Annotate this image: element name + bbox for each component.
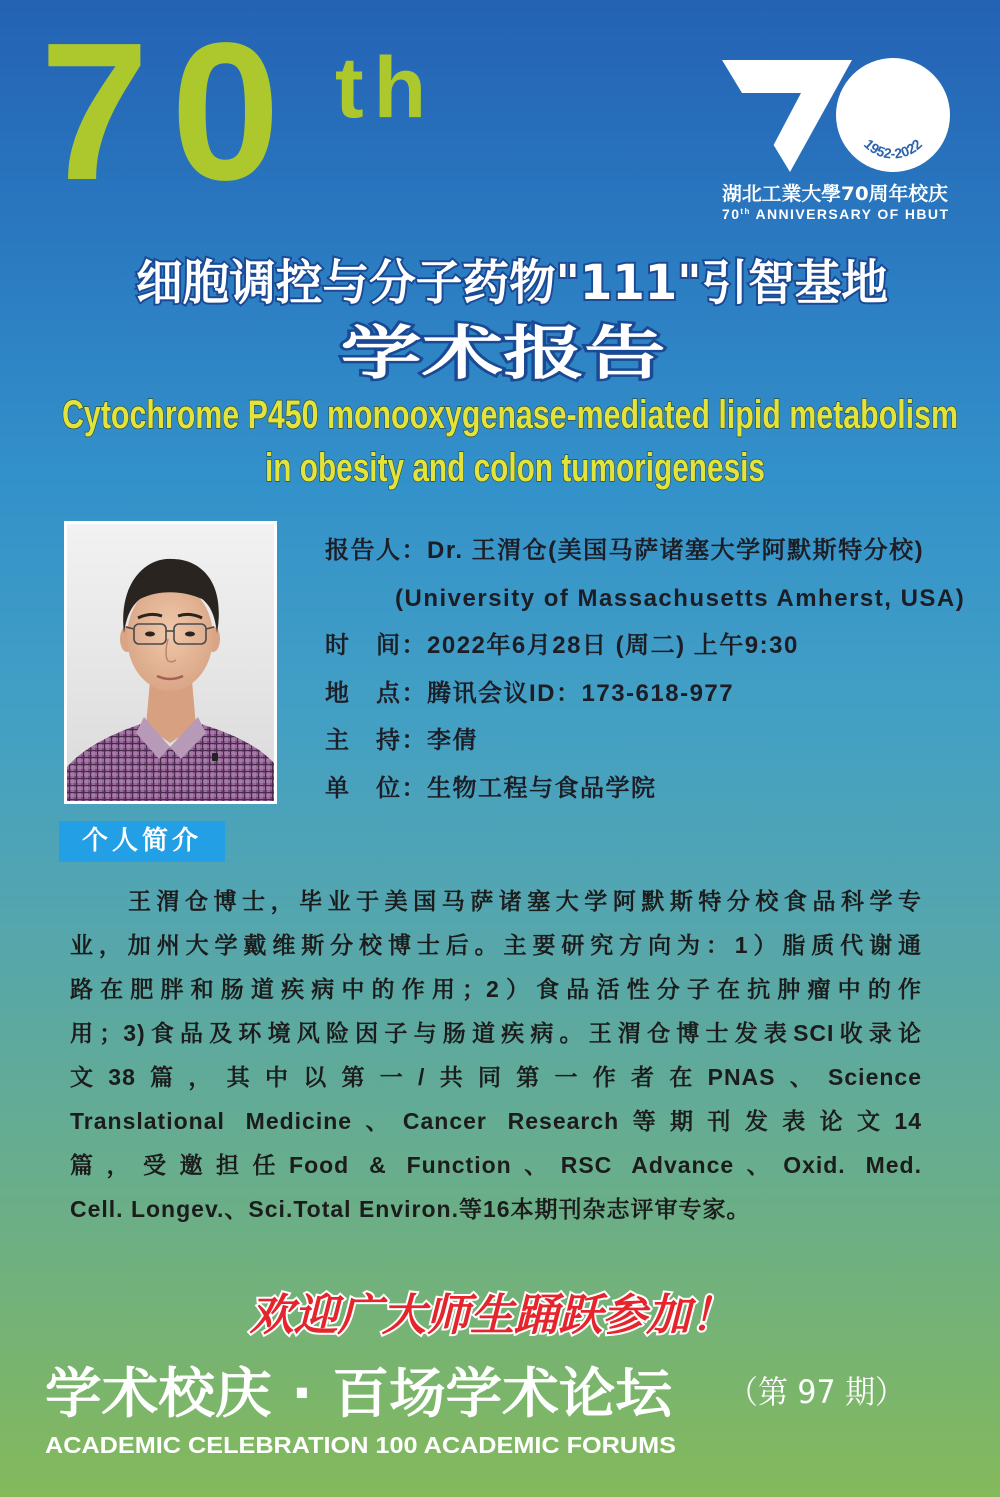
title-block bbox=[0, 240, 1000, 500]
bio-line: Translational Medicine、Cancer Research等期刊发表论文14 bbox=[70, 1108, 922, 1134]
logo-school-name: 湖北工業大學 70周年校庆 bbox=[722, 183, 944, 205]
info-row-speaker bbox=[325, 527, 965, 575]
bio-line: 业，加州大学戴维斯分校博士后。主要研究方向为：1）脂质代谢通 bbox=[70, 932, 922, 958]
hbut-70th-logo bbox=[715, 50, 955, 225]
base-title: 细胞调控与分子药物"111"引智基地 bbox=[136, 255, 888, 311]
english-title-line-1: Cytochrome P450 monooxygenase-mediated lipid metabolism bbox=[62, 393, 958, 437]
info-label-host: 主 持： bbox=[325, 727, 427, 754]
bio-line: 王渭仓博士，毕业于美国马萨诸塞大学阿默斯特分校食品科学专 bbox=[128, 888, 922, 914]
welcome-block bbox=[0, 1275, 1000, 1350]
info-value-affiliation: (University of Massachusetts Amherst, USA) bbox=[395, 584, 966, 612]
lecture-info bbox=[325, 527, 965, 812]
logo-english-name: 70th ANNIVERSARY OF HBUT bbox=[722, 206, 948, 222]
anniversary-number: 70 bbox=[40, 2, 303, 221]
info-label-time: 时 间： bbox=[325, 632, 427, 659]
forum-title-cn: 学术校庆 · 百场学术论坛 bbox=[45, 1362, 674, 1425]
bio-line: 路在肥胖和肠道疾病中的作用；2）食品活性分子在抗肿瘤中的作 bbox=[70, 976, 922, 1002]
bio-heading-badge: 个人简介 bbox=[59, 821, 225, 862]
forum-footer bbox=[0, 1355, 1000, 1470]
info-value-time: 2022年6月28日 (周二) 上午9:30 bbox=[427, 632, 799, 659]
anniversary-suffix: th bbox=[335, 40, 437, 136]
info-value-host: 李倩 bbox=[427, 727, 478, 754]
welcome-text: 欢迎广大师生踊跃参加！ bbox=[249, 1290, 735, 1341]
forum-issue: （第 97 期） bbox=[728, 1373, 905, 1411]
info-label-unit: 单 位： bbox=[325, 774, 427, 802]
info-label-speaker: 报告人： bbox=[325, 537, 427, 564]
bio-paragraph bbox=[70, 879, 922, 1231]
info-value-speaker: Dr. 王渭仓(美国马萨诸塞大学阿默斯特分校) bbox=[427, 537, 925, 564]
bio-line: 篇，受邀担任Food & Function、RSC Advance、Oxid. Med. bbox=[70, 1152, 922, 1178]
info-row-host bbox=[325, 717, 965, 765]
bio-line: Cell. Longev.、Sci.Total Environ.等16本期刊杂志评审专家。 bbox=[70, 1196, 751, 1222]
logo-seven-shape bbox=[722, 60, 852, 172]
forum-title-en: ACADEMIC CELEBRATION 100 ACADEMIC FORUMS bbox=[45, 1432, 676, 1458]
report-title: 学术报告 bbox=[340, 319, 666, 387]
info-value-location: 腾讯会议ID：173-618-977 bbox=[427, 679, 735, 707]
logo-years: 1952-2022 bbox=[860, 135, 926, 162]
info-value-unit: 生物工程与食品学院 bbox=[427, 774, 657, 802]
info-row-location bbox=[325, 670, 965, 718]
bio-line: 文38篇，其中以第一/共同第一作者在PNAS、Science bbox=[70, 1064, 922, 1090]
bio-line: 用；3)食品及环境风险因子与肠道疾病。王渭仓博士发表SCI收录论 bbox=[70, 1020, 922, 1046]
info-row-affiliation bbox=[325, 575, 965, 623]
english-title-line-2: in obesity and colon tumorigenesis bbox=[265, 446, 765, 490]
speaker-photo bbox=[64, 521, 277, 804]
info-row-unit bbox=[325, 765, 965, 813]
info-label-location: 地 点： bbox=[325, 679, 427, 707]
info-row-time bbox=[325, 622, 965, 670]
